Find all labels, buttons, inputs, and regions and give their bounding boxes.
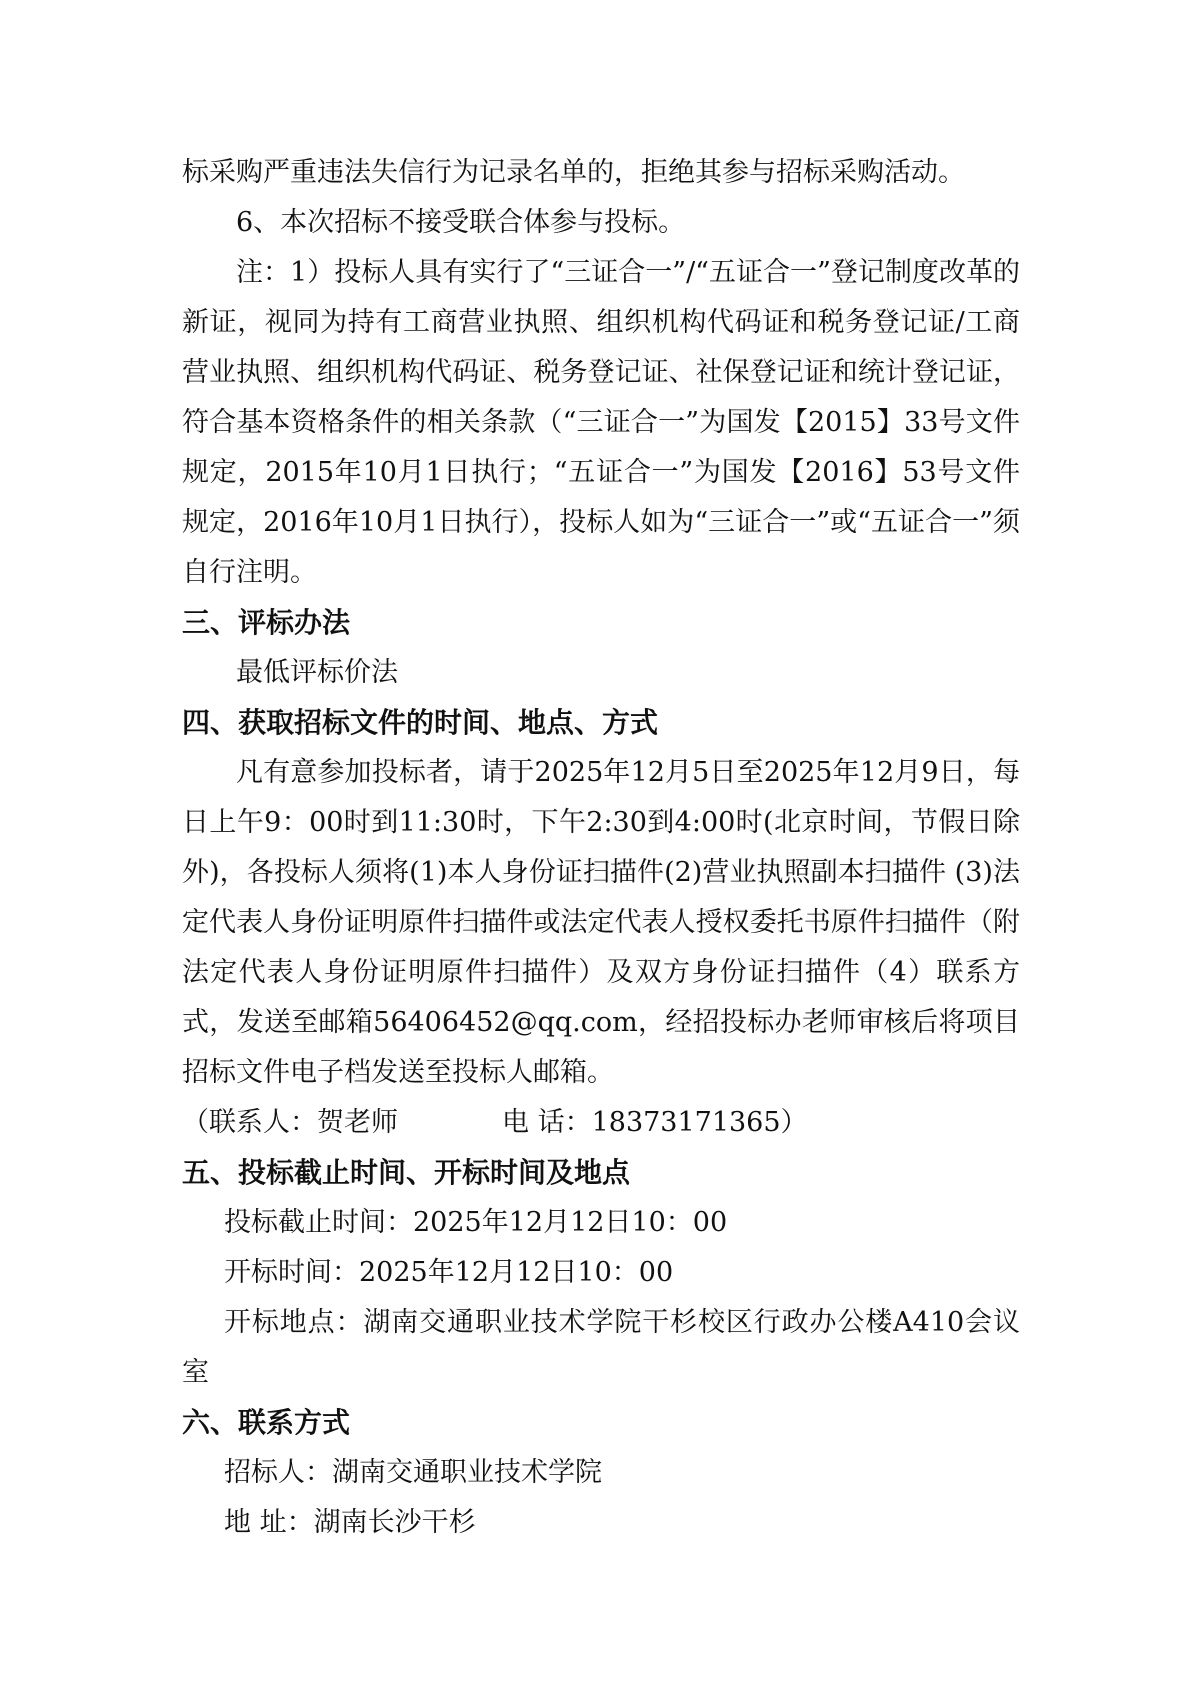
section-6-heading: 六、联系方式 [182,1406,351,1439]
contact-person: （联系人：贺老师 [182,1107,398,1138]
contact-phone: 电 话：18373171365） [502,1107,808,1138]
bid-deadline: 投标截止时间：2025年12月12日10：00 [224,1207,728,1238]
section-4-heading: 四、获取招标文件的时间、地点、方式 [182,706,659,739]
section-4-contact [182,1098,1020,1148]
section-4-body: 凡有意参加投标者，请于2025年12月5日至2025年12月9日，每日上午9：00时到11:30时，下午2:30到4:00时(北京时间，节假日除外)，各投标人须将(1)本人身份证扫描件(2)营业执照副本扫描件 (3)法定代表人身份证明原件扫描件或法定代表人授权委托书原件扫描件（附法定代表人身份证明原件扫描件）及双方身份证扫描件（4）联系方式，发送至邮箱56406452@qq.com，经招投标办老师审核后将项目招标文件电子档发送至投标人邮箱。 [182,757,1020,1088]
opening-location: 开标地点：湖南交通职业技术学院干杉校区行政办公楼A410会议室 [182,1307,1020,1388]
section-3-body: 最低评标价法 [236,657,398,688]
section-5-heading: 五、投标截止时间、开标时间及地点 [182,1156,631,1189]
note-paragraph: 注：1）投标人具有实行了“三证合一”/“五证合一”登记制度改革的新证，视同为持有工商营业执照、组织机构代码证和税务登记证/工商营业执照、组织机构代码证、税务登记证、社保登记证和统计登记证，符合基本资格条件的相关条款（“三证合一”为国发【2015】33号文件规定，2015年10月1日执行；“五证合一”为国发【2016】53号文件规定，2016年10月1日执行），投标人如为“三证合一”或“五证合一”须自行注明。 [182,257,1020,588]
intro-tail-paragraph: 标采购严重违法失信行为记录名单的，拒绝其参与招标采购活动。 [182,157,965,188]
opening-time: 开标时间：2025年12月12日10：00 [224,1257,674,1288]
item-6-paragraph: 6、本次招标不接受联合体参与投标。 [236,207,686,238]
section-3-heading: 三、评标办法 [182,606,351,639]
tenderer: 招标人：湖南交通职业技术学院 [224,1457,602,1488]
address: 地 址：湖南长沙干杉 [224,1507,476,1538]
document-page [182,148,1020,1548]
